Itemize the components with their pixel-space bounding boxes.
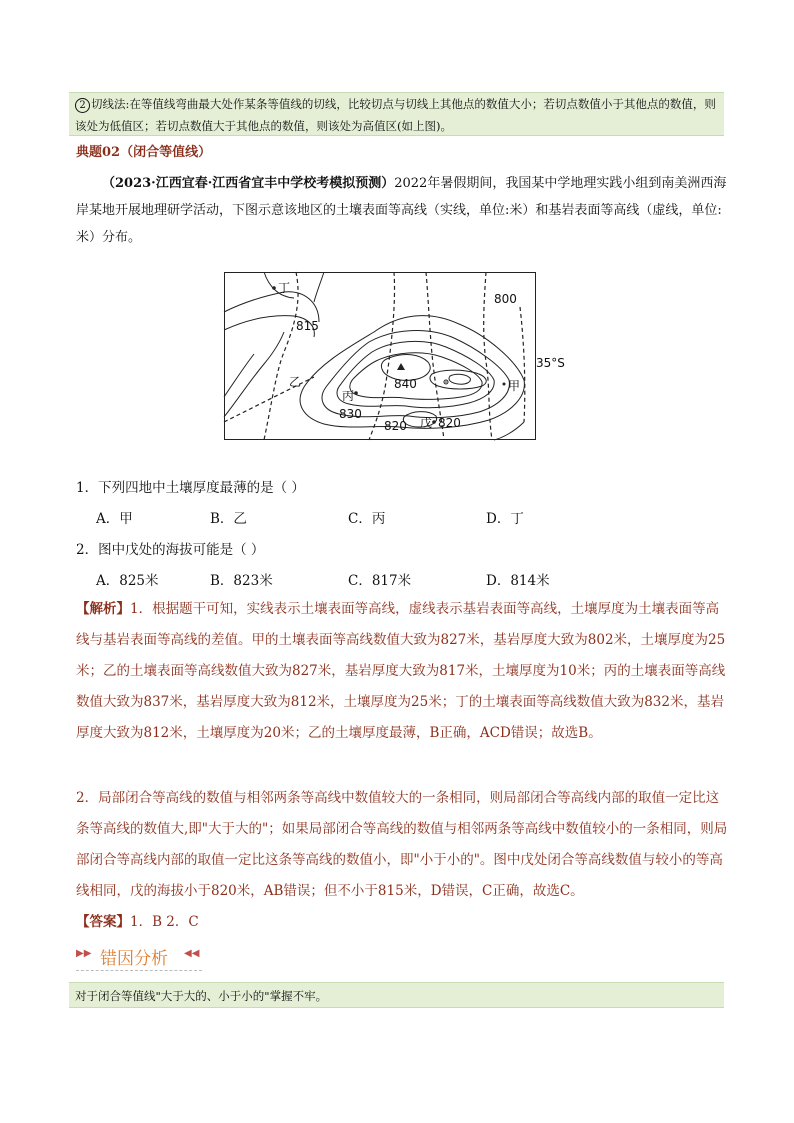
contour-820-label-right: 820 (438, 416, 461, 430)
contour-map (224, 272, 565, 440)
q1-option-a: A．甲 (96, 511, 133, 527)
q1-option-c: C．丙 (348, 511, 386, 527)
question-intro (76, 170, 728, 251)
double-arrow-right-icon: ▶▶ (76, 948, 92, 959)
analysis-tag: 【解析】 (76, 601, 130, 617)
q2-option-c: C．817米 (348, 573, 412, 589)
answer-text: 1．B 2．C (130, 914, 199, 930)
q2-option-d: D．814米 (486, 573, 550, 589)
error-analysis-header (76, 942, 202, 971)
q1-option-d: D．丁 (486, 511, 524, 527)
error-analysis-box (69, 982, 724, 1008)
answer-tag: 【答案】 (76, 914, 130, 930)
point-ding-label: 丁 (278, 281, 291, 295)
point-wu-label: 戊 (420, 416, 433, 430)
analysis-part-2: 2．局部闭合等高线的数值与相邻两条等高线中数值较大的一条相同，则局部闭合等高线内部的取值一定比这条等高线的数值大,即"大于大的"；如果局部闭合等高线的数值与相邻两条等高线中数值较小的一条相同，则局部闭合等高线内部的取值一定比这条等高线的数值小，即"小于小的"。图中戊处闭合等高线数值与较小的等高线相同，戊的海拔小于820米，AB错误；但不小于815米，D错误，C正确，故选C。 (76, 790, 728, 899)
tip-box (69, 92, 724, 136)
contour-830-label: 830 (339, 407, 362, 421)
analysis-part-1 (76, 594, 728, 749)
latitude-label: 35°S (536, 356, 565, 370)
analysis-text-1: 1．根据题干可知，实线表示土壤表面等高线，虚线表示基岩表面等高线，土壤厚度为土壤表面等高线与基岩表面等高线的差值。甲的土壤表面等高线数值大致为827米，基岩厚度大致为802米，土壤厚度为25米；乙的土壤表面等高线数值大致为827米，基岩厚度大致为817米，土壤厚度为10米；丙的土壤表面等高线数值大致为837米，基岩厚度大致为812米，土壤厚度为25米；丁的土壤表面等高线数值大致为832米，基岩厚度大致为812米，土壤厚度为20米；乙的土壤厚度最薄，B正确，ACD错误；故选B。 (76, 601, 726, 741)
question-1-stem: 1．下列四地中土壤厚度最薄的是（ ） (76, 480, 305, 496)
point-bing-label: 丙 (342, 389, 355, 403)
question-2-stem: 2．图中戊处的海拔可能是（ ） (76, 542, 265, 558)
circled-number: 2 (75, 98, 90, 113)
point-yi-label: 乙 (289, 375, 302, 389)
answer-line (76, 910, 199, 930)
error-analysis-text: 对于闭合等值线"大于大的、小于小的"掌握不牢。 (75, 989, 328, 1003)
tip-text: 切线法:在等值线弯曲最大处作某条等值线的切线，比较切点与切线上其他点的数值大小；若切点数值小于其他点的数值，则该处为低值区；若切点数值大于其他点的数值，则该处为高值区(如上图)。 (75, 97, 716, 133)
point-jia-label: 甲 (508, 379, 521, 393)
error-analysis-title: 错因分析 (100, 949, 168, 969)
question-source: （2023·江西宜春·江西省宜丰中学校考模拟预测） (102, 176, 395, 191)
contour-820-label-left: 820 (384, 419, 407, 433)
q2-option-a: A．825米 (96, 573, 159, 589)
contour-800-label: 800 (494, 292, 517, 306)
q2-option-b: B．823米 (210, 573, 273, 589)
intro-text: 2022年暑假期间，我国某中学地理实践小组到南美洲西海岸某地开展地理研学活动，下图示意该地区的土壤表面等高线（实线，单位:米）和基岩表面等高线（虚线，单位:米）分布。 (76, 176, 727, 245)
q1-option-b: B．乙 (210, 511, 247, 527)
double-arrow-left-icon: ◀◀ (184, 948, 200, 959)
contour-840-label: 840 (394, 377, 417, 391)
example-heading: 典题02（闭合等值线） (76, 145, 212, 160)
contour-815-label: 815 (296, 319, 319, 333)
